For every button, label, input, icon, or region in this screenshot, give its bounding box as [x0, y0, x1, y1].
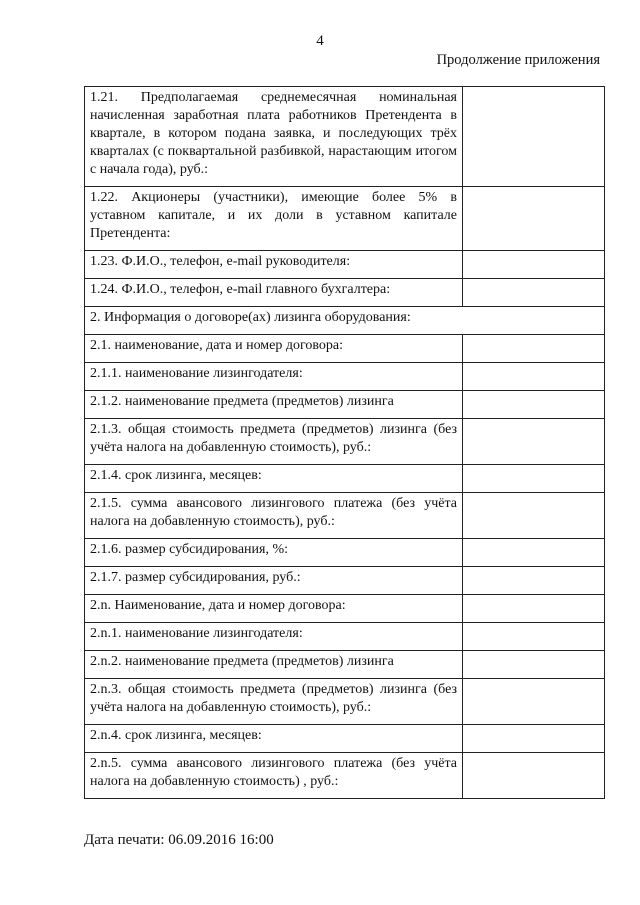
row-label: 2.n.1. наименование лизингодателя: [85, 623, 463, 651]
row-value-cell[interactable] [463, 539, 605, 567]
table-row [85, 725, 605, 753]
row-value-cell[interactable] [463, 391, 605, 419]
row-label: 2.1.1. наименование лизингодателя: [85, 363, 463, 391]
row-value-cell[interactable] [463, 363, 605, 391]
row-value-cell[interactable] [463, 725, 605, 753]
row-label: 2.1.5. сумма авансового лизингового платежа (без учёта налога на добавленную стоимость), руб.: [85, 493, 463, 539]
row-label: 1.22. Акционеры (участники), имеющие более 5% в уставном капитале, и их доли в уставном капитале Претендента: [85, 187, 463, 251]
row-value-cell[interactable] [463, 419, 605, 465]
row-value-cell[interactable] [463, 187, 605, 251]
row-label: 2.1.4. срок лизинга, месяцев: [85, 465, 463, 493]
table-row [85, 623, 605, 651]
table-row [85, 335, 605, 363]
table-row [85, 567, 605, 595]
row-value-cell[interactable] [463, 465, 605, 493]
application-table [84, 86, 605, 799]
table-row [85, 651, 605, 679]
row-label: 2.n.3. общая стоимость предмета (предметов) лизинга (без учёта налога на добавленную стоимость), руб.: [85, 679, 463, 725]
row-value-cell[interactable] [463, 651, 605, 679]
row-label: 2.1. наименование, дата и номер договора: [85, 335, 463, 363]
table-row [85, 419, 605, 465]
table-row [85, 595, 605, 623]
row-label: 2.n. Наименование, дата и номер договора: [85, 595, 463, 623]
table-row [85, 363, 605, 391]
table-row [85, 307, 605, 335]
table-row [85, 87, 605, 187]
table-row [85, 391, 605, 419]
row-label: 2.1.7. размер субсидирования, руб.: [85, 567, 463, 595]
table-row [85, 753, 605, 799]
row-label: 2.1.6. размер субсидирования, %: [85, 539, 463, 567]
row-value-cell[interactable] [463, 493, 605, 539]
row-value-cell[interactable] [463, 251, 605, 279]
row-value-cell[interactable] [463, 623, 605, 651]
row-label: 2.1.3. общая стоимость предмета (предметов) лизинга (без учёта налога на добавленную стоимость), руб.: [85, 419, 463, 465]
row-label: 1.24. Ф.И.О., телефон, e-mail главного бухгалтера: [85, 279, 463, 307]
table-row [85, 187, 605, 251]
row-value-cell[interactable] [463, 753, 605, 799]
row-value-cell[interactable] [463, 567, 605, 595]
row-label: 2.n.4. срок лизинга, месяцев: [85, 725, 463, 753]
row-label: 2.n.2. наименование предмета (предметов) лизинга [85, 651, 463, 679]
table-row [85, 251, 605, 279]
table-row [85, 493, 605, 539]
row-label: 2.1.2. наименование предмета (предметов) лизинга [85, 391, 463, 419]
row-value-cell[interactable] [463, 87, 605, 187]
table-row [85, 539, 605, 567]
row-value-cell[interactable] [463, 335, 605, 363]
table-row [85, 465, 605, 493]
table-row [85, 279, 605, 307]
row-value-cell[interactable] [463, 679, 605, 725]
row-label: 1.21. Предполагаемая среднемесячная номинальная начисленная заработная плата работников Претендента в квартале, в котором подана заявка, и последующих трёх кварталах (с поквартальной разбивкой, нарастающим итогом с начала года), руб.: [85, 87, 463, 187]
row-value-cell[interactable] [463, 595, 605, 623]
row-label: 1.23. Ф.И.О., телефон, e-mail руководителя: [85, 251, 463, 279]
print-date: Дата печати: 06.09.2016 16:00 [84, 832, 274, 848]
row-label: 2.n.5. сумма авансового лизингового платежа (без учёта налога на добавленную стоимость) , руб.: [85, 753, 463, 799]
row-value-cell[interactable] [463, 279, 605, 307]
section-heading: 2. Информация о договоре(ах) лизинга оборудования: [85, 307, 605, 335]
page-number: 4 [316, 33, 324, 49]
continuation-note: Продолжение приложения [436, 52, 600, 68]
table-row [85, 679, 605, 725]
